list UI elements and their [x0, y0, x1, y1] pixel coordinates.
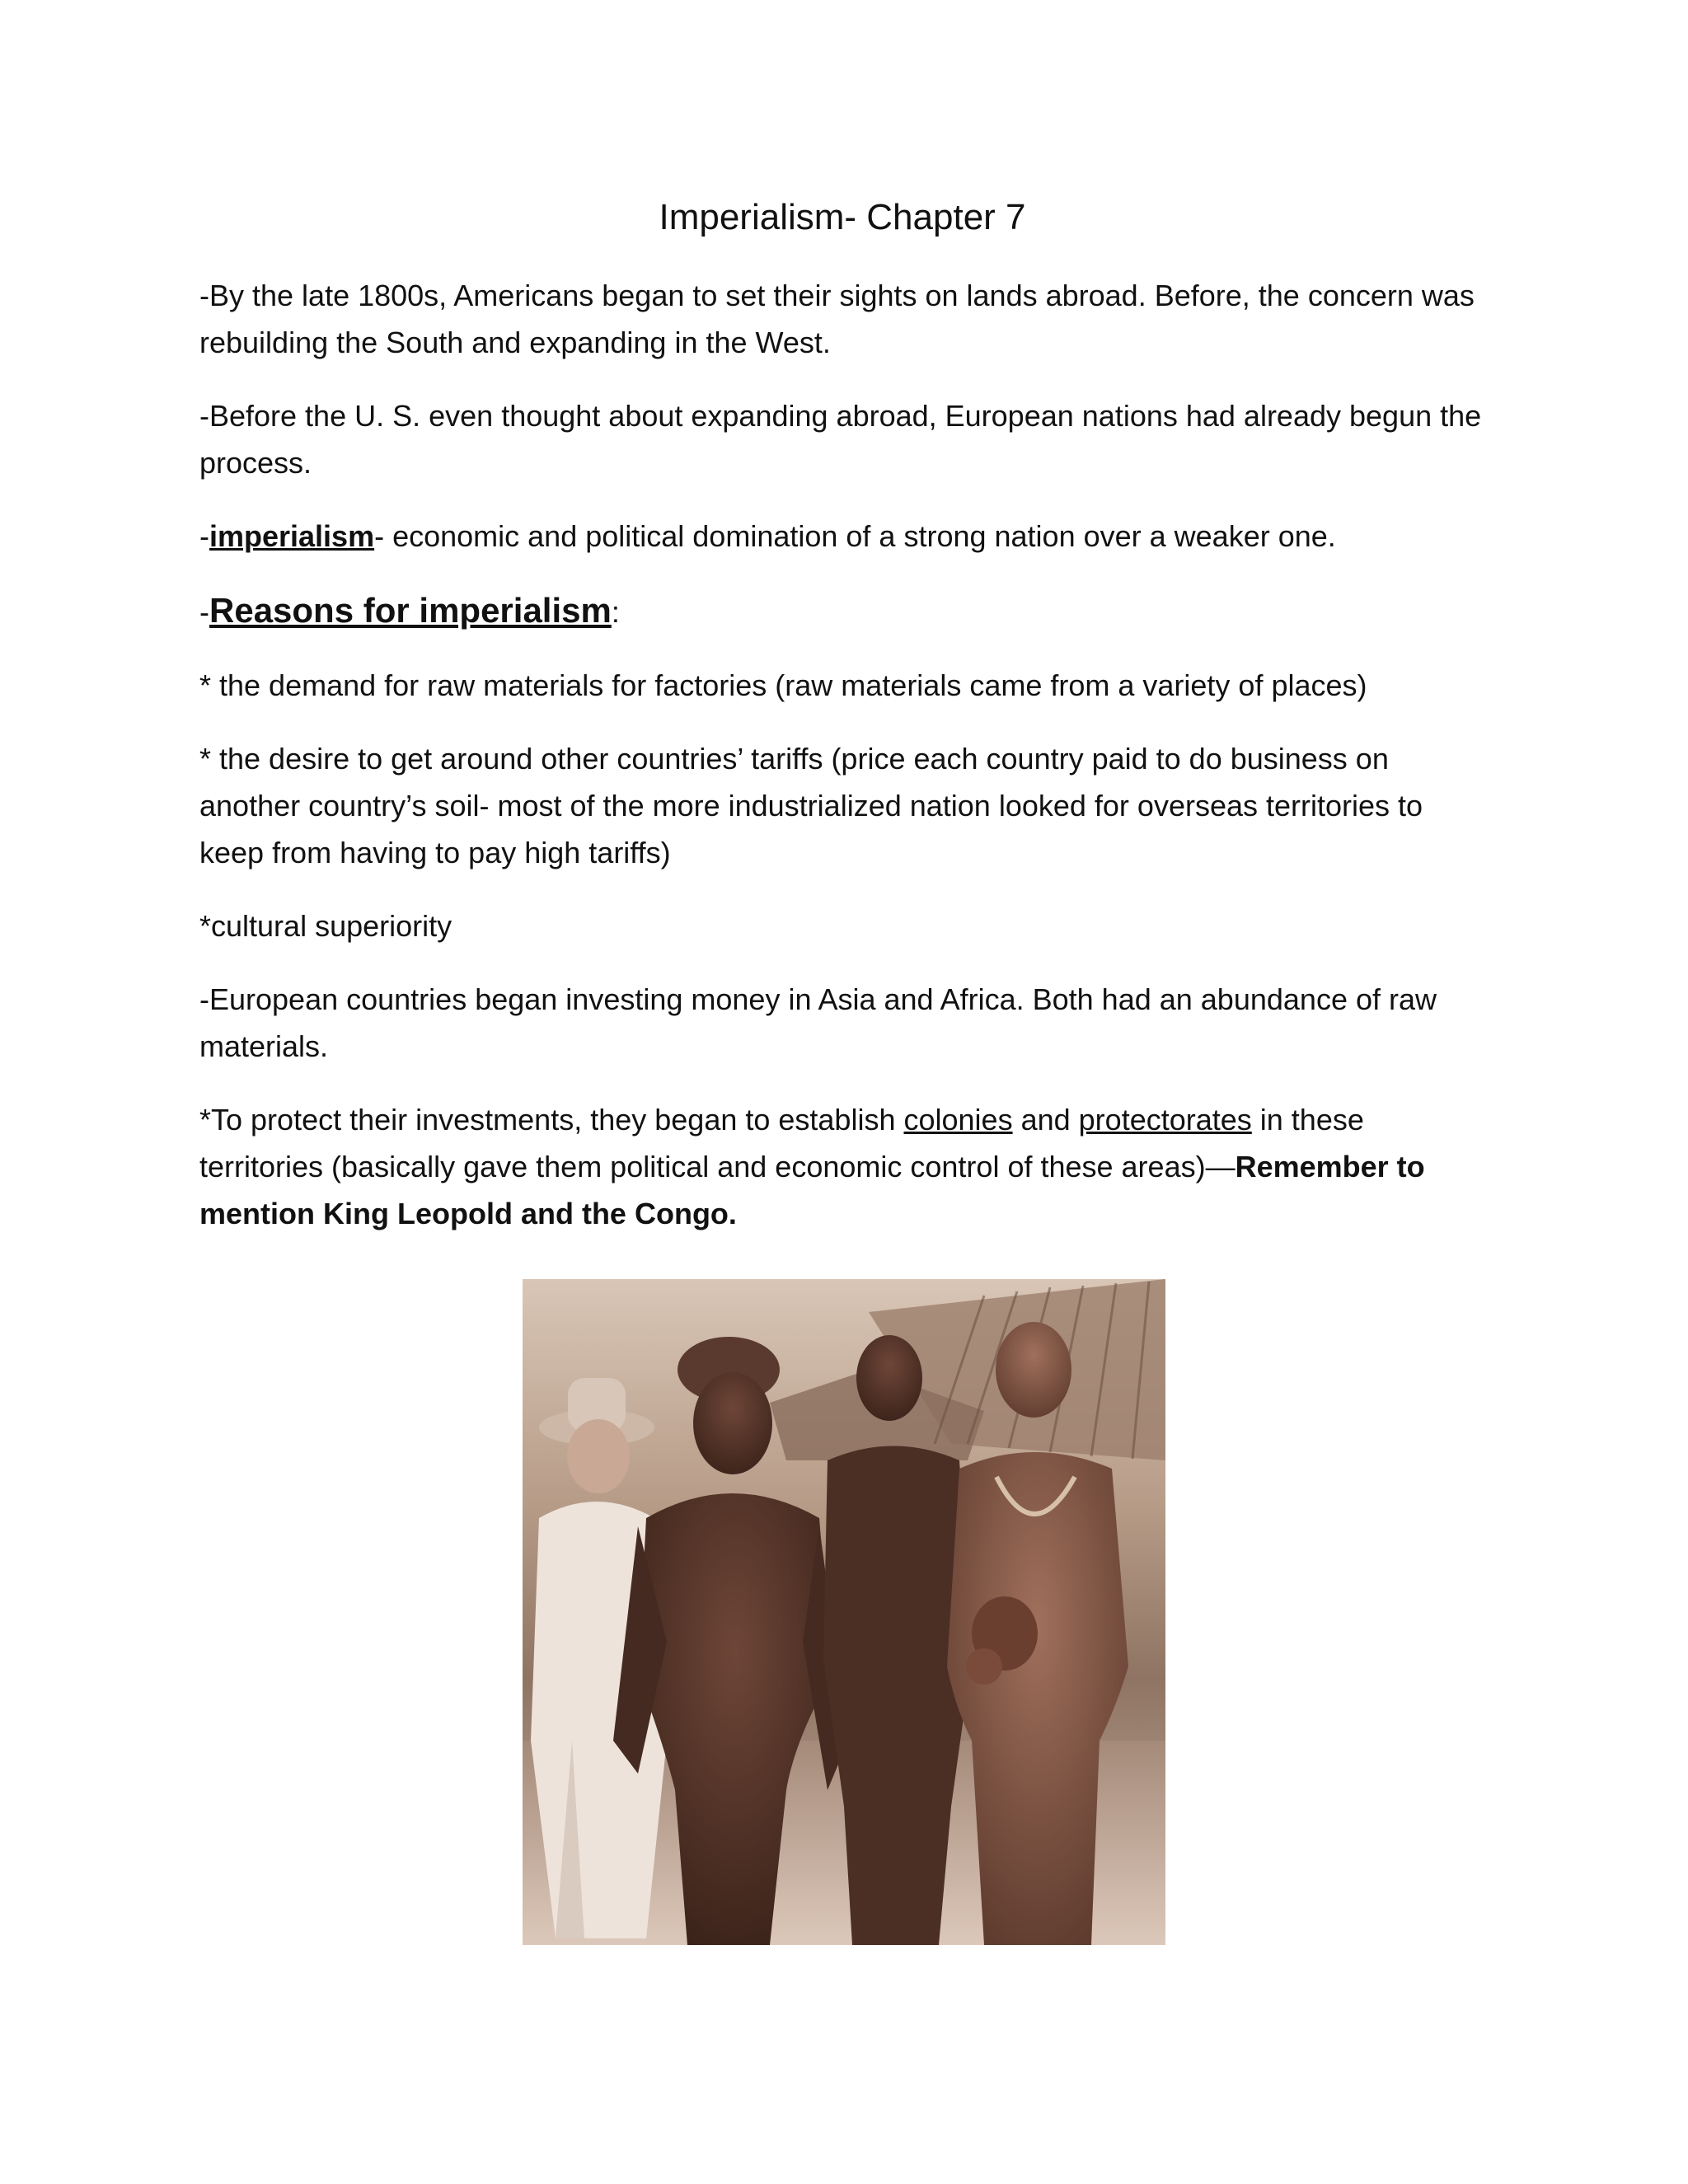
heading-prefix: - [199, 595, 209, 629]
protect-text-a: *To protect their investments, they began to establish [199, 1103, 904, 1137]
paragraph-late-1800s: -By the late 1800s, Americans began to set their sights on lands abroad. Before, the concern was rebuilding the South and expanding in the West. [199, 279, 1475, 359]
reminder-bold: Remember to mention King Leopold and the Congo. [199, 1150, 1425, 1230]
reason-raw-materials: * the demand for raw materials for factories (raw materials came from a variety of places) [199, 668, 1367, 702]
imperialism-term: imperialism [209, 519, 375, 553]
heading-suffix: : [611, 595, 620, 629]
paragraph-protect-investments [199, 1096, 1485, 1237]
protect-text-b: in these territories (basically gave them political and economic control of these areas)— [199, 1103, 1364, 1183]
historical-photo [523, 1279, 1165, 1945]
heading-text: Reasons for imperialism [209, 591, 612, 630]
paragraph-investing: -European countries began investing money in Asia and Africa. Both had an abundance of raw materials. [199, 982, 1437, 1063]
paragraph-european-nations: -Before the U. S. even thought about expanding abroad, European nations had already begun the process. [199, 399, 1482, 480]
reason-cultural-superiority: *cultural superiority [199, 909, 452, 943]
paragraph-imperialism-definition [199, 513, 1485, 560]
document-body [199, 194, 1485, 1263]
colonies-term: colonies [903, 1103, 1013, 1137]
protectorates-term: protectorates [1078, 1103, 1252, 1137]
reason-tariffs: * the desire to get around other countries’ tariffs (price each country paid to do business on another country’s soil- most of the more industrialized nation looked for overseas territories to keep from having to pay high tariffs) [199, 742, 1423, 869]
page-title: Imperialism- Chapter 7 [659, 197, 1026, 237]
definition-text: - economic and political domination of a strong nation over a weaker one. [374, 519, 1336, 553]
reasons-heading [199, 586, 1485, 637]
historical-photo-illustration [523, 1279, 1165, 1945]
definition-prefix: - [199, 519, 209, 553]
protect-text-and: and [1012, 1103, 1079, 1137]
